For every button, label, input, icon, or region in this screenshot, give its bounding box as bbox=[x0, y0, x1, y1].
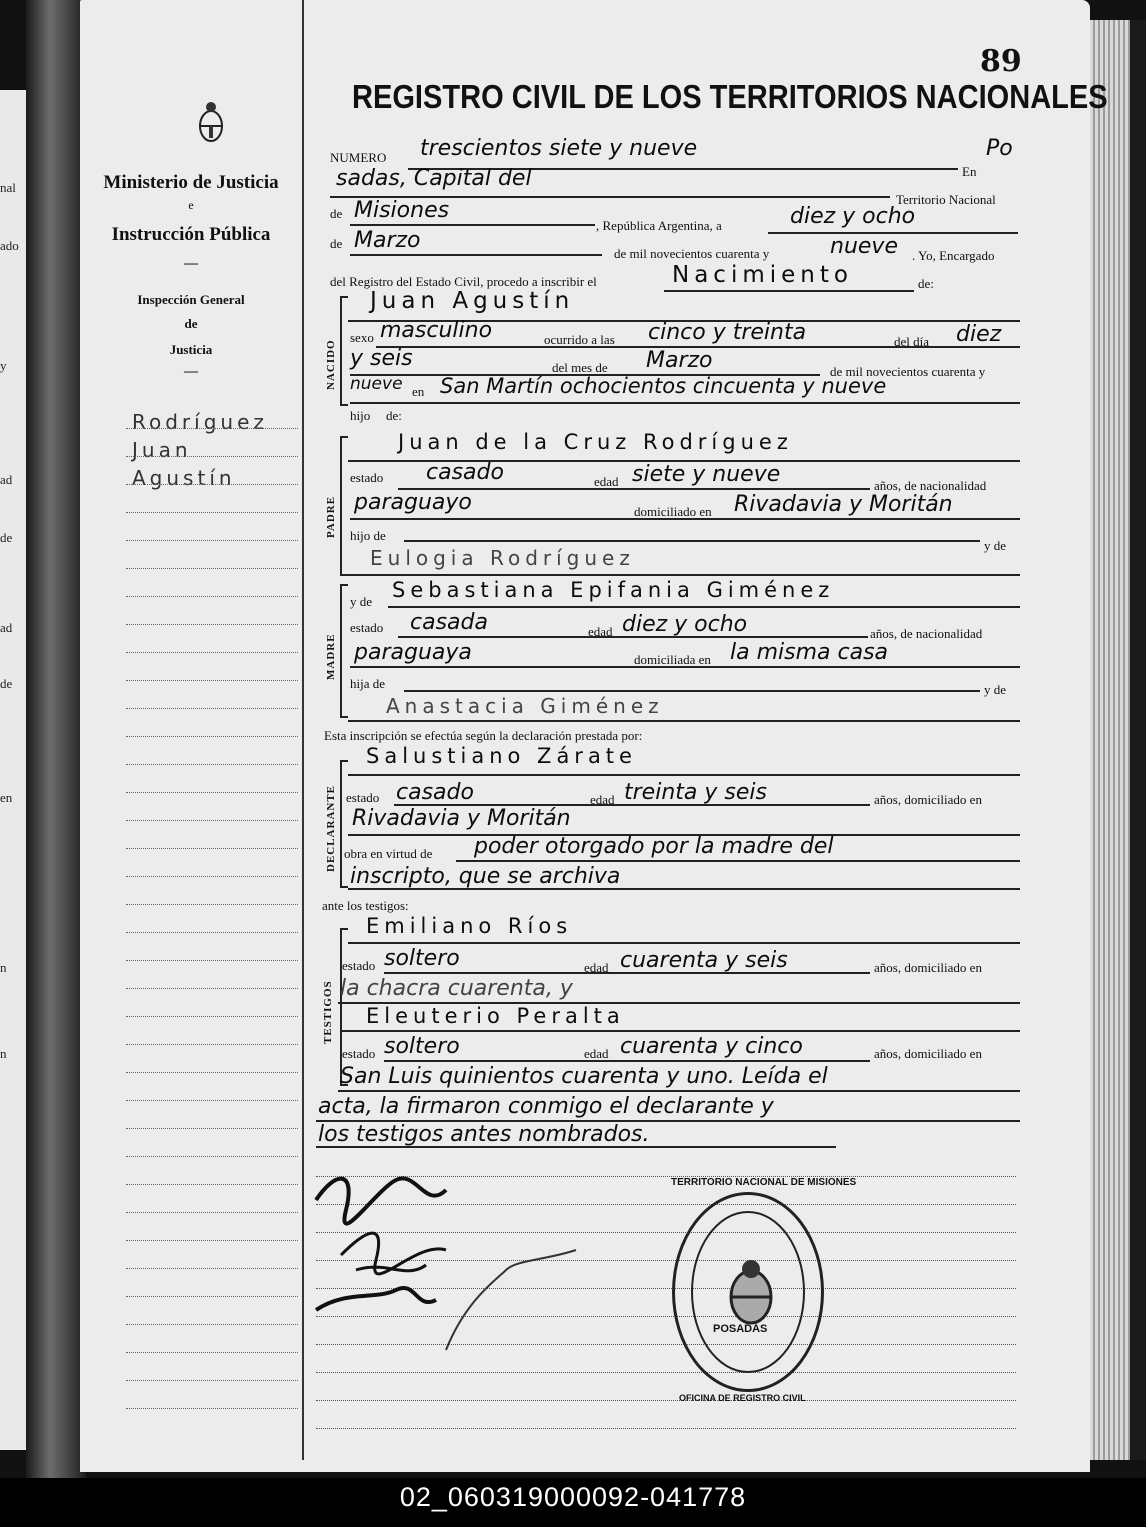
territorio-label: Territorio Nacional bbox=[896, 192, 996, 207]
margin-ruled-line bbox=[126, 512, 298, 513]
acto-line bbox=[664, 290, 914, 292]
dia-label: del día bbox=[894, 334, 930, 349]
territorio-line bbox=[350, 224, 595, 226]
margin-ruled-line bbox=[126, 680, 298, 681]
lugar-value-1: Po bbox=[986, 136, 1013, 161]
ministry-line-3: Instrucción Pública bbox=[111, 224, 271, 245]
declarante-bracket bbox=[340, 760, 348, 888]
margin-ruled-line bbox=[126, 876, 298, 877]
nacido-lugar-value: San Martín ochocientos cincuenta y nueve bbox=[440, 374, 887, 398]
padre-domicilio-line bbox=[350, 518, 1020, 520]
cierre-linea-1: acta, la firmaron conmigo el declarante y bbox=[318, 1094, 774, 1119]
nacido-nombre: Juan Agustín bbox=[370, 288, 575, 314]
fragment-text: ad bbox=[0, 472, 13, 487]
republica-label: , República Argentina, a bbox=[596, 218, 722, 233]
dia-value-2: y seis bbox=[350, 346, 413, 371]
madre-edad-value: diez y ocho bbox=[622, 612, 748, 637]
padre-edad-label: edad bbox=[594, 474, 619, 489]
margin-ruled-line bbox=[126, 708, 298, 709]
fecha-mes-value: Marzo bbox=[354, 228, 421, 253]
margin-ruled-line bbox=[126, 904, 298, 905]
page-ruled-line bbox=[316, 1400, 1016, 1401]
margin-ruled-line bbox=[126, 932, 298, 933]
anio-label: de mil novecientos cuarenta y bbox=[614, 246, 770, 261]
ministry-dash-2: — bbox=[184, 364, 198, 379]
stamp-bottom-text: OFICINA DE REGISTRO CIVIL bbox=[679, 1393, 806, 1403]
margin-ruled-line bbox=[126, 484, 298, 485]
margin-ruled-line bbox=[126, 820, 298, 821]
madre-nacionalidad-label: años, de nacionalidad bbox=[870, 626, 983, 641]
nacido-anio-value: nueve bbox=[350, 374, 403, 394]
hijo-label: hijo bbox=[350, 408, 371, 423]
margin-given-name: Juan bbox=[132, 438, 192, 462]
fragment-text: ado bbox=[0, 238, 19, 253]
margin-ruled-line bbox=[126, 1072, 298, 1073]
margin-ruled-line bbox=[126, 1240, 298, 1241]
madre-hija-label: hija de bbox=[350, 676, 386, 691]
declarante-nombre-line bbox=[348, 774, 1020, 776]
testigo-1-edad: cuarenta y seis bbox=[620, 948, 788, 973]
margin-ruled-line bbox=[126, 540, 298, 541]
fragment-text: n bbox=[0, 1046, 7, 1061]
territorio-value: Misiones bbox=[354, 198, 450, 223]
nacido-lugar-line bbox=[350, 402, 1020, 404]
testigo-2-edad: cuarenta y cinco bbox=[620, 1034, 803, 1059]
nacido-anio-label: de mil novecientos cuarenta y bbox=[830, 364, 986, 379]
margin-ruled-line bbox=[126, 1352, 298, 1353]
testigo-1-nombre-line bbox=[348, 942, 1020, 944]
margin-ruled-line bbox=[126, 1016, 298, 1017]
testigo-2-estado-label: estado bbox=[342, 1046, 376, 1061]
nacido-mes-value: Marzo bbox=[646, 348, 713, 373]
hijo-suffix: de: bbox=[386, 408, 402, 423]
testigo-1-nombre: Emiliano Ríos bbox=[366, 914, 573, 938]
margin-ruled-line bbox=[126, 428, 298, 429]
margin-ruled-line bbox=[126, 960, 298, 961]
declarante-section-label: DECLARANTE bbox=[325, 784, 337, 872]
madre-section-label: MADRE bbox=[325, 633, 337, 680]
testigo-2-edad-label: edad bbox=[584, 1046, 609, 1061]
en-label: En bbox=[962, 164, 977, 179]
dia-value-1: diez bbox=[956, 322, 1002, 347]
madre-domicilio-label: domiciliada en bbox=[634, 652, 711, 667]
margin-column bbox=[80, 0, 302, 1460]
margin-ruled-line bbox=[126, 1128, 298, 1129]
padre-domicilio-value: Rivadavia y Moritán bbox=[734, 492, 953, 517]
fragment-text: y bbox=[0, 358, 7, 373]
testigo-1-domicilio-label: años, domiciliado en bbox=[874, 960, 982, 975]
padre-y-de: y de bbox=[984, 538, 1007, 553]
fecha-dia-value: diez y ocho bbox=[790, 204, 916, 229]
declarante-edad-value: treinta y seis bbox=[624, 780, 767, 805]
official-stamp bbox=[671, 1177, 857, 1403]
ministry-line-4: Inspección General bbox=[137, 292, 245, 307]
margin-ruled-line bbox=[126, 1212, 298, 1213]
abuela-paterna-line bbox=[348, 574, 1020, 576]
fragment-text: ad bbox=[0, 620, 13, 635]
nacido-bracket bbox=[340, 296, 348, 406]
mes-label: del mes de bbox=[552, 360, 608, 375]
madre-domicilio-line bbox=[350, 666, 1020, 668]
padre-nacionalidad-label: años, de nacionalidad bbox=[874, 478, 987, 493]
obra-label: obra en virtud de bbox=[344, 846, 433, 861]
page-edges bbox=[1090, 20, 1130, 1460]
stamp-text: TERRITORIO NACIONAL DE MISIONES bbox=[671, 1177, 857, 1188]
declarante-estado-label: estado bbox=[346, 790, 380, 805]
declarante-nombre: Salustiano Zárate bbox=[366, 744, 637, 768]
madre-y-de: y de bbox=[984, 682, 1007, 697]
madre-nombre-line bbox=[388, 606, 1020, 608]
padre-hijo-line bbox=[404, 540, 980, 542]
padre-nacionalidad-value: paraguayo bbox=[354, 490, 472, 515]
padre-edad-value: siete y nueve bbox=[632, 462, 781, 487]
margin-ruled-line bbox=[126, 792, 298, 793]
testigo-2-domicilio: San Luis quinientos cuarenta y uno. Leída el bbox=[340, 1064, 828, 1089]
declaracion-intro: Esta inscripción se efectúa según la declaración prestada por: bbox=[324, 728, 643, 743]
de-label: de bbox=[330, 206, 343, 221]
de-label-2: de bbox=[330, 236, 343, 251]
madre-hija-line bbox=[404, 690, 980, 692]
obra-value-2: inscripto, que se archiva bbox=[350, 864, 621, 889]
margin-ruled-line bbox=[126, 1380, 298, 1381]
padre-nombre: Juan de la Cruz Rodríguez bbox=[398, 430, 793, 454]
testigo-2-nombre-line bbox=[340, 1030, 1020, 1032]
margin-surname: Rodríguez bbox=[132, 410, 268, 434]
madre-edad-label: edad bbox=[588, 624, 613, 639]
madre-nacionalidad-value: paraguaya bbox=[354, 640, 472, 665]
madre-estado-value: casada bbox=[410, 610, 488, 635]
padre-estado-value: casado bbox=[426, 460, 504, 485]
de-colon-label: de: bbox=[918, 276, 934, 291]
testigo-2-domicilio-line bbox=[338, 1090, 1020, 1092]
padre-estado-label: estado bbox=[350, 470, 384, 485]
document-identifier: 02_060319000092-041778 bbox=[399, 1482, 747, 1512]
acto-value: Nacimiento bbox=[672, 262, 853, 288]
fragment-text: de bbox=[0, 676, 13, 691]
cierre-line-2 bbox=[316, 1146, 836, 1148]
fragment-text: en bbox=[0, 790, 13, 805]
sexo-value: masculino bbox=[380, 318, 493, 343]
cierre-linea-2: los testigos antes nombrados. bbox=[318, 1122, 650, 1147]
stamp-city: POSADAS bbox=[713, 1323, 768, 1335]
margin-ruled-line bbox=[126, 988, 298, 989]
nacido-section-label: NACIDO bbox=[325, 339, 337, 390]
abuela-materna-line bbox=[348, 720, 1020, 722]
madre-bracket bbox=[340, 584, 348, 718]
margin-ruled-line bbox=[126, 764, 298, 765]
margin-ruled-line bbox=[126, 736, 298, 737]
madre-estado-line bbox=[398, 636, 868, 638]
margin-ruled-line bbox=[126, 1324, 298, 1325]
ministry-line-1: Ministerio de Justicia bbox=[103, 172, 279, 193]
testigos-section-label: TESTIGOS bbox=[322, 980, 334, 1044]
margin-ruled-line bbox=[126, 456, 298, 457]
testigo-1-estado-label: estado bbox=[342, 958, 376, 973]
madre-estado-label: estado bbox=[350, 620, 384, 635]
testigo-2-domicilio-label: años, domiciliado en bbox=[874, 1046, 982, 1061]
fecha-mes-line bbox=[350, 254, 602, 256]
sexo-label: sexo bbox=[350, 330, 374, 345]
abuela-materna: Anastacia Giménez bbox=[386, 694, 664, 718]
margin-ruled-line bbox=[126, 596, 298, 597]
obra-line-1 bbox=[456, 860, 1020, 862]
padre-bracket bbox=[340, 436, 348, 576]
ministry-line-6: Justicia bbox=[169, 342, 213, 357]
margin-ruled-line bbox=[126, 1296, 298, 1297]
padre-domicilio-label: domiciliado en bbox=[634, 504, 712, 519]
fragment-text: nal bbox=[0, 180, 16, 195]
testigo-1-estado-line bbox=[384, 972, 870, 974]
ministry-line-2: e bbox=[188, 198, 194, 212]
margin-ruled-line bbox=[126, 1044, 298, 1045]
testigo-2-nombre: Eleuterio Peralta bbox=[366, 1004, 625, 1028]
national-shield-icon bbox=[197, 100, 225, 144]
registro-label: del Registro del Estado Civil, procedo a inscribir el bbox=[330, 274, 597, 289]
fragment-text: n bbox=[0, 960, 7, 975]
ministry-dash: — bbox=[184, 256, 198, 271]
madre-domicilio-value: la misma casa bbox=[730, 640, 889, 665]
margin-middle-name: Agustín bbox=[132, 466, 236, 490]
ocurrido-label: ocurrido a las bbox=[544, 332, 615, 347]
madre-y-de-label: y de bbox=[350, 594, 373, 609]
madre-nombre: Sebastiana Epifania Giménez bbox=[392, 578, 835, 602]
obra-line-2 bbox=[348, 888, 1020, 890]
padre-section-label: PADRE bbox=[325, 495, 337, 538]
page-number: 89 bbox=[980, 44, 1022, 79]
declarante-edad-label: edad bbox=[590, 792, 615, 807]
anio-value: nueve bbox=[830, 234, 898, 259]
stamp-shield-icon bbox=[723, 1255, 779, 1329]
testigo-2-estado-line bbox=[384, 1060, 870, 1062]
nacido-en-label: en bbox=[412, 384, 425, 399]
margin-ruled-line bbox=[126, 1100, 298, 1101]
book-gutter bbox=[26, 0, 86, 1478]
margin-ruled-line bbox=[126, 652, 298, 653]
margin-ruled-line bbox=[126, 1156, 298, 1157]
encargado-label: . Yo, Encargado bbox=[912, 248, 995, 263]
margin-ruled-line bbox=[126, 1268, 298, 1269]
testigo-2-estado: soltero bbox=[384, 1034, 460, 1059]
margin-ruled-line bbox=[126, 848, 298, 849]
numero-label: NUMERO bbox=[330, 150, 387, 165]
page-title: REGISTRO CIVIL DE LOS TERRITORIOS NACIONALES bbox=[352, 78, 1108, 115]
margin-ruled-line bbox=[126, 1184, 298, 1185]
signatures-icon bbox=[296, 1150, 596, 1390]
declarante-estado-value: casado bbox=[396, 780, 474, 805]
testigo-1-edad-label: edad bbox=[584, 960, 609, 975]
page-ruled-line bbox=[316, 1428, 1016, 1429]
ministry-line-5: de bbox=[184, 316, 198, 331]
declarante-domicilio-label: años, domiciliado en bbox=[874, 792, 982, 807]
margin-ruled-line bbox=[126, 568, 298, 569]
testigos-bracket bbox=[340, 928, 348, 1086]
lugar-value-2: sadas, Capital del bbox=[336, 166, 532, 191]
testigo-1-estado: soltero bbox=[384, 946, 460, 971]
margin-ruled-line bbox=[126, 624, 298, 625]
fragment-text: de bbox=[0, 530, 13, 545]
book-cover-edge bbox=[1130, 20, 1146, 1460]
numero-value: trescientos siete y nueve bbox=[420, 136, 698, 161]
hora-value: cinco y treinta bbox=[648, 320, 807, 345]
testigo-1-domicilio: la chacra cuarenta, y bbox=[340, 976, 573, 1001]
declarante-domicilio-value: Rivadavia y Moritán bbox=[352, 806, 571, 831]
margin-ruled-line bbox=[126, 1408, 298, 1409]
testigos-intro: ante los testigos: bbox=[322, 898, 409, 913]
previous-page-fragment bbox=[0, 90, 26, 1450]
obra-value-1: poder otorgado por la madre del bbox=[474, 834, 834, 859]
padre-hijo-label: hijo de bbox=[350, 528, 386, 543]
abuela-paterna: Eulogia Rodríguez bbox=[370, 546, 635, 570]
